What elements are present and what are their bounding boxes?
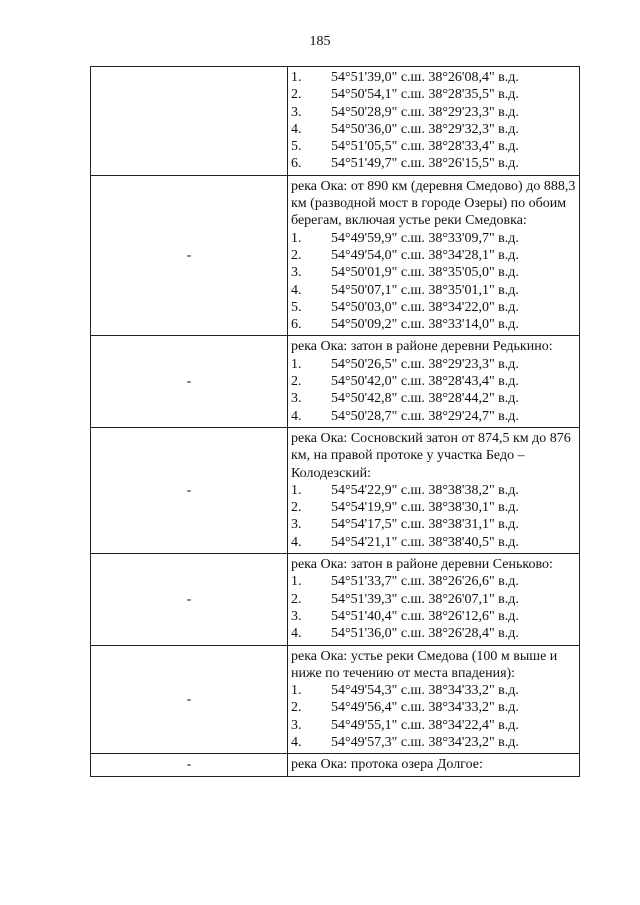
coordinate-number: 2. — [291, 374, 302, 390]
coordinate-item — [291, 408, 577, 425]
zones-table-body — [91, 67, 580, 777]
row-marker: - — [186, 591, 192, 607]
coordinate-number: 3. — [291, 608, 302, 624]
coordinate-value: 54°50'42,0" с.ш. 38°28'43,4" в.д. — [331, 374, 519, 390]
coordinate-item — [291, 121, 577, 138]
coordinate-item — [291, 138, 577, 155]
table-row — [91, 427, 580, 553]
coordinate-number: 4. — [291, 626, 302, 642]
coordinate-item — [291, 717, 577, 734]
row-content-cell — [288, 754, 580, 776]
coordinate-item — [291, 299, 577, 316]
coordinate-number: 1. — [291, 356, 302, 372]
coordinate-number: 1. — [291, 683, 302, 699]
coordinate-number: 2. — [291, 500, 302, 516]
coordinate-value: 54°50'28,7" с.ш. 38°29'24,7" в.д. — [331, 408, 519, 424]
table-row — [91, 554, 580, 645]
coordinate-item — [291, 482, 577, 499]
coordinate-item — [291, 104, 577, 121]
coordinate-value: 54°51'39,0" с.ш. 38°26'08,4" в.д. — [331, 70, 519, 85]
row-marker-cell — [91, 175, 288, 336]
coordinate-number: 3. — [291, 517, 302, 533]
coordinate-value: 54°49'56,4" с.ш. 38°34'33,2" в.д. — [331, 700, 519, 716]
coordinate-number: 5. — [291, 299, 302, 315]
row-marker: - — [186, 691, 192, 707]
coordinate-value: 54°50'26,5" с.ш. 38°29'23,3" в.д. — [331, 356, 519, 372]
coordinate-number: 4. — [291, 534, 302, 550]
coordinate-item — [291, 499, 577, 516]
section-description: река Ока: устье реки Смедова (100 м выше и ниже по течению от места впадения): — [291, 648, 558, 681]
row-content-cell — [288, 645, 580, 754]
coordinate-number: 4. — [291, 408, 302, 424]
row-marker-cell — [91, 67, 288, 176]
coordinate-item — [291, 264, 577, 281]
coordinate-value: 54°49'54,3" с.ш. 38°34'33,2" в.д. — [331, 683, 519, 699]
row-marker-cell — [91, 645, 288, 754]
coordinate-number: 3. — [291, 265, 302, 281]
coordinate-number: 2. — [291, 700, 302, 716]
coordinate-number: 6. — [291, 156, 302, 172]
coordinate-item — [291, 247, 577, 264]
coordinate-value: 54°54'22,9" с.ш. 38°38'38,2" в.д. — [331, 482, 519, 498]
coordinate-item — [291, 608, 577, 625]
coordinate-number: 2. — [291, 591, 302, 607]
row-content-cell — [288, 175, 580, 336]
coordinate-item — [291, 699, 577, 716]
coordinate-number: 4. — [291, 734, 302, 750]
table-row — [91, 645, 580, 754]
table-row — [91, 67, 580, 176]
row-marker: - — [186, 247, 192, 263]
coordinate-value: 54°50'01,9" с.ш. 38°35'05,0" в.д. — [331, 265, 519, 281]
row-content-cell — [288, 554, 580, 645]
coordinate-number: 5. — [291, 139, 302, 155]
row-marker: - — [186, 757, 192, 773]
coordinate-value: 54°51'36,0" с.ш. 38°26'28,4" в.д. — [331, 626, 519, 642]
coordinate-number: 4. — [291, 282, 302, 298]
coordinate-value: 54°50'09,2" с.ш. 38°33'14,0" в.д. — [331, 317, 519, 333]
coordinate-number: 1. — [291, 230, 302, 246]
table-row — [91, 336, 580, 427]
coordinate-value: 54°49'59,9" с.ш. 38°33'09,7" в.д. — [331, 230, 519, 246]
coordinate-number: 3. — [291, 104, 302, 120]
coordinate-value: 54°50'07,1" с.ш. 38°35'01,1" в.д. — [331, 282, 519, 298]
coordinate-item — [291, 573, 577, 590]
coordinate-number: 1. — [291, 70, 302, 85]
row-marker-cell — [91, 336, 288, 427]
coordinate-value: 54°51'49,7" с.ш. 38°26'15,5" в.д. — [331, 156, 519, 172]
coordinate-value: 54°51'40,4" с.ш. 38°26'12,6" в.д. — [331, 608, 519, 624]
row-marker-cell — [91, 554, 288, 645]
coordinate-number: 6. — [291, 317, 302, 333]
coordinate-value: 54°51'33,7" с.ш. 38°26'26,6" в.д. — [331, 574, 519, 590]
section-description: река Ока: протока озера Долгое: — [291, 757, 483, 773]
row-marker: - — [186, 374, 192, 390]
page-number: 185 — [309, 34, 331, 49]
coordinate-value: 54°50'28,9" с.ш. 38°29'23,3" в.д. — [331, 104, 519, 120]
coordinate-item — [291, 682, 577, 699]
coordinate-number: 3. — [291, 717, 302, 733]
section-description: река Ока: затон в районе деревни Сеньково: — [291, 557, 553, 573]
coordinate-item — [291, 734, 577, 751]
coordinate-item — [291, 534, 577, 551]
coordinate-value: 54°54'19,9" с.ш. 38°38'30,1" в.д. — [331, 500, 519, 516]
coordinate-item — [291, 390, 577, 407]
row-marker: - — [186, 482, 192, 498]
coordinate-item — [291, 69, 577, 86]
coordinate-item — [291, 516, 577, 533]
section-description: река Ока: затон в районе деревни Редькино: — [291, 339, 553, 355]
section-description: река Ока: Сосновский затон от 874,5 км до 876 км, на правой протоке у участка Бедо – Колодезский: — [291, 430, 571, 481]
coordinate-value: 54°54'17,5" с.ш. 38°38'31,1" в.д. — [331, 517, 519, 533]
row-content-cell — [288, 67, 580, 176]
coordinate-value: 54°49'55,1" с.ш. 38°34'22,4" в.д. — [331, 717, 519, 733]
coordinate-item — [291, 230, 577, 247]
coordinate-item — [291, 316, 577, 333]
zones-table — [90, 66, 580, 777]
coordinate-value: 54°50'54,1" с.ш. 38°28'35,5" в.д. — [331, 87, 519, 103]
coordinate-number: 1. — [291, 574, 302, 590]
coordinate-value: 54°49'57,3" с.ш. 38°34'23,2" в.д. — [331, 734, 519, 750]
table-row — [91, 175, 580, 336]
coordinate-item — [291, 86, 577, 103]
coordinate-value: 54°51'05,5" с.ш. 38°28'33,4" в.д. — [331, 139, 519, 155]
coordinate-value: 54°49'54,0" с.ш. 38°34'28,1" в.д. — [331, 247, 519, 263]
coordinate-item — [291, 591, 577, 608]
row-content-cell — [288, 427, 580, 553]
coordinate-value: 54°50'36,0" с.ш. 38°29'32,3" в.д. — [331, 121, 519, 137]
coordinate-value: 54°54'21,1" с.ш. 38°38'40,5" в.д. — [331, 534, 519, 550]
row-marker-cell — [91, 427, 288, 553]
coordinate-value: 54°50'42,8" с.ш. 38°28'44,2" в.д. — [331, 391, 519, 407]
coordinate-number: 2. — [291, 247, 302, 263]
section-description: река Ока: от 890 км (деревня Смедово) до 888,3 км (разводной мост в городе Озеры) по обоим берегам, включая устье реки Смедовка: — [291, 178, 576, 229]
row-marker-cell — [91, 754, 288, 776]
coordinate-number: 3. — [291, 391, 302, 407]
coordinate-item — [291, 282, 577, 299]
coordinate-item — [291, 625, 577, 642]
coordinate-number: 1. — [291, 482, 302, 498]
coordinate-item — [291, 155, 577, 172]
coordinate-number: 4. — [291, 121, 302, 137]
coordinate-value: 54°51'39,3" с.ш. 38°26'07,1" в.д. — [331, 591, 519, 607]
coordinate-item — [291, 373, 577, 390]
table-row — [91, 754, 580, 776]
coordinate-item — [291, 356, 577, 373]
row-content-cell — [288, 336, 580, 427]
coordinate-number: 2. — [291, 87, 302, 103]
coordinate-value: 54°50'03,0" с.ш. 38°34'22,0" в.д. — [331, 299, 519, 315]
